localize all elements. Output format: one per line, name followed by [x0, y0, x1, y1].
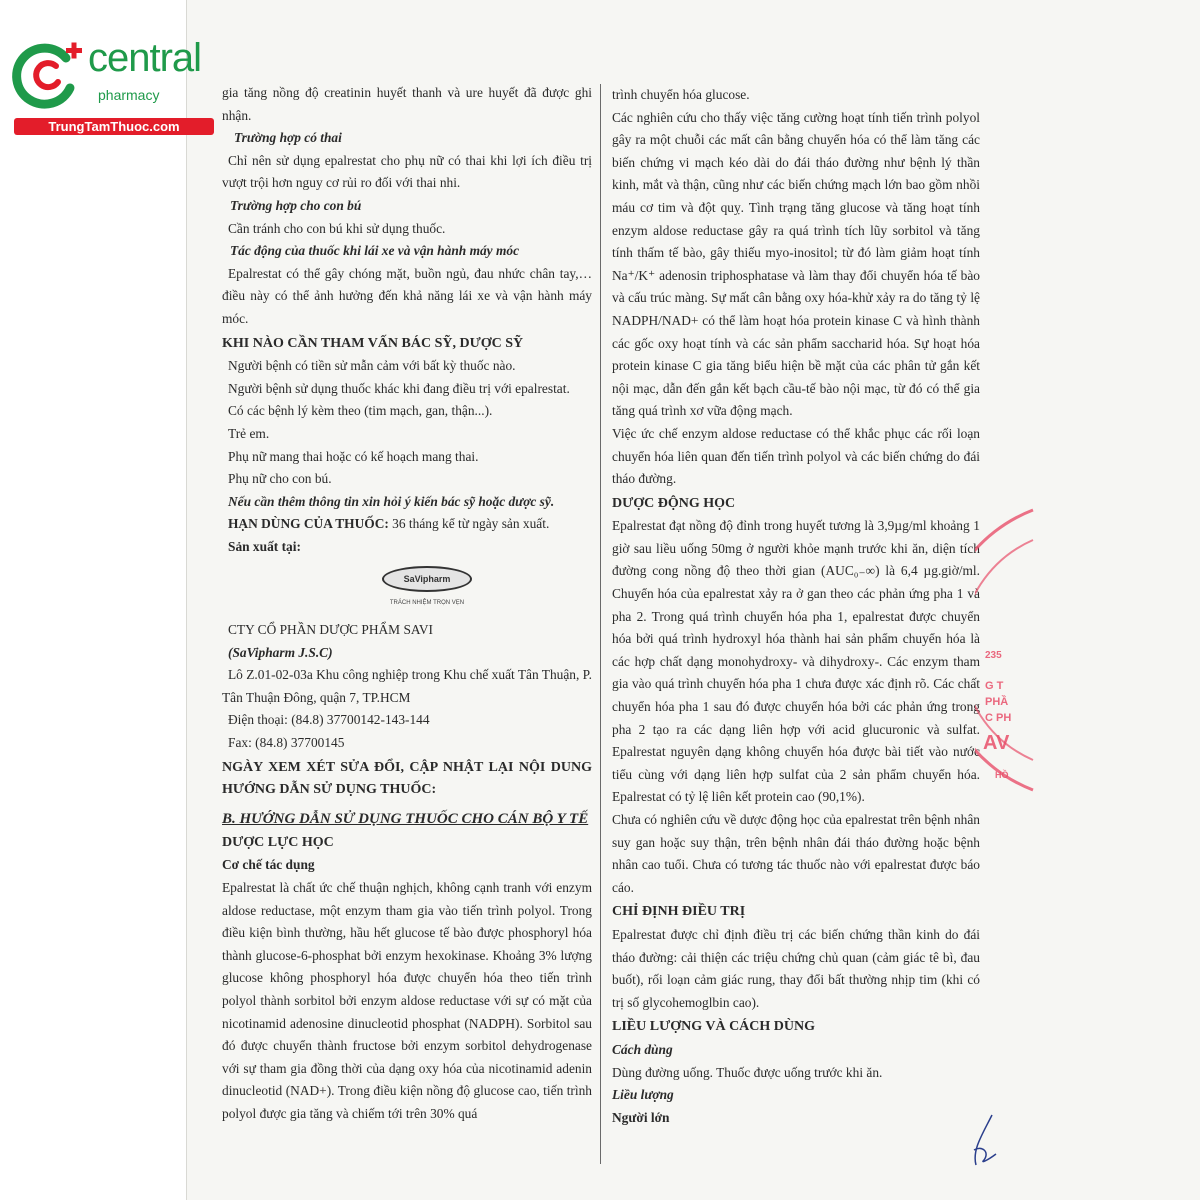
- brand-logo[interactable]: [10, 36, 215, 136]
- paragraph-usage: Dùng đường uống. Thuốc được uống trước khi ăn.: [612, 1064, 883, 1080]
- company-fax: Fax: (84.8) 37700145: [228, 735, 345, 751]
- consult-item: Người bệnh có tiền sử mẫn cảm với bất kỳ thuốc nào.: [228, 358, 516, 374]
- heading-pregnancy: Trường hợp có thai: [234, 130, 342, 146]
- stamp-text-line: HỒ: [995, 770, 1009, 780]
- heading-driving: Tác động của thuốc khi lái xe và vận hành máy móc: [230, 243, 520, 259]
- heading-part-b: B. HƯỚNG DẪN SỬ DỤNG THUỐC CHO CÁN BỘ Y TẾ: [222, 810, 589, 827]
- stamp-text-line: C PH: [985, 712, 1012, 724]
- consult-item: Phụ nữ mang thai hoặc có kế hoạch mang thai.: [228, 448, 479, 464]
- column-divider: [600, 84, 601, 1164]
- paragraph-lactation: Cần tránh cho con bú khi sử dụng thuốc.: [228, 220, 446, 236]
- stamp-text-line: PHẦ: [985, 696, 1009, 708]
- stamp-text-line: AV: [983, 732, 1010, 754]
- paragraph-driving: Epalrestat có thể gây chóng mặt, buồn ngủ, đau nhức chân tay,… điều này có thể ảnh hưởng đến khả năng lái xe và vận hành máy móc.: [222, 265, 592, 326]
- paragraph-inhibition: Việc ức chế enzym aldose reductase có thể khắc phục các rối loạn chuyển hóa liên quan đến tiến trình polyol và các biến chứng do đái tháo đường.: [612, 425, 980, 487]
- right-column: [612, 84, 980, 1129]
- savipharm-logo: [382, 566, 472, 615]
- consult-note: Nếu cần thêm thông tin xin hỏi ý kiến bác sỹ hoặc dược sỹ.: [228, 493, 555, 509]
- pharmacy-cross-icon: [10, 36, 90, 116]
- company-short-name: (SaVipharm J.S.C): [228, 644, 333, 660]
- expiry-label: HẠN DÙNG CỦA THUỐC:: [228, 516, 389, 532]
- paragraph-mechanism: Epalrestat là chất ức chế thuận nghịch, không cạnh tranh với enzym aldose reductase, một enzym tham gia vào tiến trình polyol. Trong điều kiện bình thường, hầu hết glucose tế bào được phosphoryl hóa thành glucose-6-phosphat bởi enzym hexokinase. Khoảng 3% lượng glucose không phosphoryl hóa được chuyển hóa theo tiến trình polyol thành sorbitol bởi enzym aldose reductase với sự có mặt của nicotinamid adenosine dinucleotid phosphat (NADPH). Sorbitol sau đó được chuyển thành fructose bởi enzym sorbitol dehydrogenase với sự tham gia đồng thời của dạng oxy hóa của nicotinamid adenin dinucleotid (NAD+). Trong điều kiện nồng độ glucose cao, tiến trình polyol được gia tăng và chiếm tới trên 30% quá: [222, 880, 592, 1121]
- stamp-number: 235: [985, 650, 1002, 661]
- heading-dosage: LIỀU LƯỢNG VÀ CÁCH DÙNG: [612, 1019, 816, 1035]
- made-at-label: Sản xuất tại:: [228, 538, 301, 554]
- paragraph-continued: trình chuyển hóa glucose.: [612, 87, 750, 102]
- company-name: CTY CỔ PHẦN DƯỢC PHẨM SAVI: [228, 622, 433, 638]
- company-phone: Điện thoại: (84.8) 37700142-143-144: [228, 712, 430, 728]
- heading-lactation: Trường hợp cho con bú: [230, 197, 362, 213]
- stamp-circle-icon: [975, 500, 1035, 800]
- paragraph-research: Các nghiên cứu cho thấy việc tăng cường hoạt tính tiến trình polyol gây ra một chuỗi các mất cân bằng chuyển hóa có thể làm tăng các biến chứng vi mạch kéo dài do đái tháo đường như bệnh lý thần kinh, mắt và thận, cũng như các biến chứng mạch lớn bao gồm nhồi máu cơ tim và đột quỵ. Tình trạng tăng glucose và tăng hoạt tính enzym aldose reductase gây ra quá trình tích lũy sorbitol và tăng tính thấm tế bào, gây thiếu myo-inositol; từ đó làm giảm hoạt tính Na⁺/K⁺ adenosin triphosphatase và làm thay đổi chuyển hóa tế bào và cấu trúc màng. Sự mất cân bằng oxy hóa-khử xảy ra do tăng tỷ lệ NADPH/NAD+ có thể làm hoạt hóa protein kinase C và hình thành các gốc oxy hoạt tính và các sản phẩm saccharid hóa. Sự hoạt hóa protein kinase C gia tăng biểu hiện bề mặt của các phân tử gắn kết nội mạc, dẫn đến gắn kết bạch cầu-tế bào nội mạc, từ đó có thể gia tăng quá trình xơ vữa động mạch.: [612, 109, 980, 419]
- paragraph-renal: gia tăng nồng độ creatinin huyết thanh và ure huyết đã được ghi nhận.: [222, 85, 592, 123]
- left-column: [222, 82, 592, 1126]
- consult-item: Trẻ em.: [228, 425, 270, 441]
- company-stamp: [975, 500, 1035, 800]
- consult-item: Có các bệnh lý kèm theo (tim mạch, gan, thận...).: [228, 403, 493, 419]
- savipharm-tagline: TRÁCH NHIỆM TRỌN VẸN: [389, 600, 465, 607]
- signature-icon: [962, 1110, 1002, 1170]
- heading-pharmacokinetics: DƯỢC ĐỘNG HỌC: [612, 495, 736, 511]
- stamp-text-line: G T: [985, 680, 1004, 692]
- heading-review-date: NGÀY XEM XÉT SỬA ĐỔI, CẬP NHẬT LẠI NỘI DUNG HƯỚNG DẪN SỬ DỤNG THUỐC:: [222, 759, 592, 798]
- brand-url-link[interactable]: TrungTamThuoc.com: [14, 118, 214, 135]
- paragraph-pk-1: Epalrestat đạt nồng độ đỉnh trong huyết tương là 3,9µg/ml khoảng 1 giờ sau liều uống 50mg ở người khỏe mạnh trước khi ăn, diện tích đường cong nồng độ theo thời gian (AUC₀₋∞) là 6,4 µg.giờ/ml. Chuyển hóa của epalrestat xảy ra ở gan theo các phản ứng pha 1 và pha 2. Trong quá trình chuyển hóa pha 1, epalrestat được chuyển hóa bởi quá trình hydroxyl hóa thành hai sản phẩm chuyển hóa là các hợp chất dạng monohydroxy- và dihydroxy-. Các enzym tham gia vào quá trình chuyển hóa pha 1 chưa được xác định rõ. Các chất chuyển hóa pha 1 sau đó được chuyển hóa bởi các phản ứng trong pha 2 tạo ra các dạng liên hợp với acid glucuronic và sulfat. Epalrestat nguyên dạng không chuyển hóa được bài tiết vào nước tiểu cùng với dạng liên hợp sulfat của 2 sản phẩm chuyển hóa. Epalrestat có tỷ lệ liên kết protein cao (90,1%).: [612, 518, 980, 805]
- heading-adult: Người lớn: [612, 1109, 670, 1125]
- heading-consult: KHI NÀO CẦN THAM VẤN BÁC SỸ, DƯỢC SỸ: [222, 335, 524, 351]
- heading-dose: Liều lượng: [612, 1087, 674, 1103]
- brand-subtitle: pharmacy: [98, 87, 160, 103]
- consult-item: Người bệnh sử dụng thuốc khác khi đang điều trị với epalrestat.: [228, 380, 570, 396]
- paragraph-indication: Epalrestat được chỉ định điều trị các biến chứng thần kinh do đái tháo đường: cải thiện các triệu chứng chủ quan (cảm giác tê bì, đau buốt), rối loạn cảm giác rung, thay đổi bất thường nhịp tim (khi có trị số glycohemoglbin cao).: [612, 926, 980, 1010]
- heading-indication: CHỈ ĐỊNH ĐIỀU TRỊ: [612, 904, 746, 920]
- heading-usage: Cách dùng: [612, 1041, 673, 1057]
- expiry-line: [222, 513, 592, 536]
- heading-mechanism: Cơ chế tác dụng: [222, 857, 315, 873]
- paragraph-pregnancy: Chỉ nên sử dụng epalrestat cho phụ nữ có thai khi lợi ích điều trị vượt trội hơn nguy cơ rủi ro đối với thai nhi.: [222, 152, 592, 191]
- savipharm-logo-mark: SaVipharm: [382, 566, 472, 592]
- consult-item: Phụ nữ cho con bú.: [228, 471, 332, 487]
- expiry-value: 36 tháng kể từ ngày sản xuất.: [388, 516, 550, 532]
- paragraph-pk-2: Chưa có nghiên cứu về dược động học của epalrestat trên bệnh nhân suy gan hoặc suy thận, trên bệnh nhân đái tháo đường hoặc bệnh nhân cao tuổi. Chưa có tương tác thuốc nào với epalrestat được báo cáo.: [612, 812, 980, 895]
- heading-pharmacodynamics: DƯỢC LỰC HỌC: [222, 834, 334, 850]
- brand-name: central: [88, 36, 202, 80]
- company-address: Lô Z.01-02-03a Khu công nghiệp trong Khu chế xuất Tân Thuận, P. Tân Thuận Đông, quận 7, TP.HCM: [222, 667, 592, 705]
